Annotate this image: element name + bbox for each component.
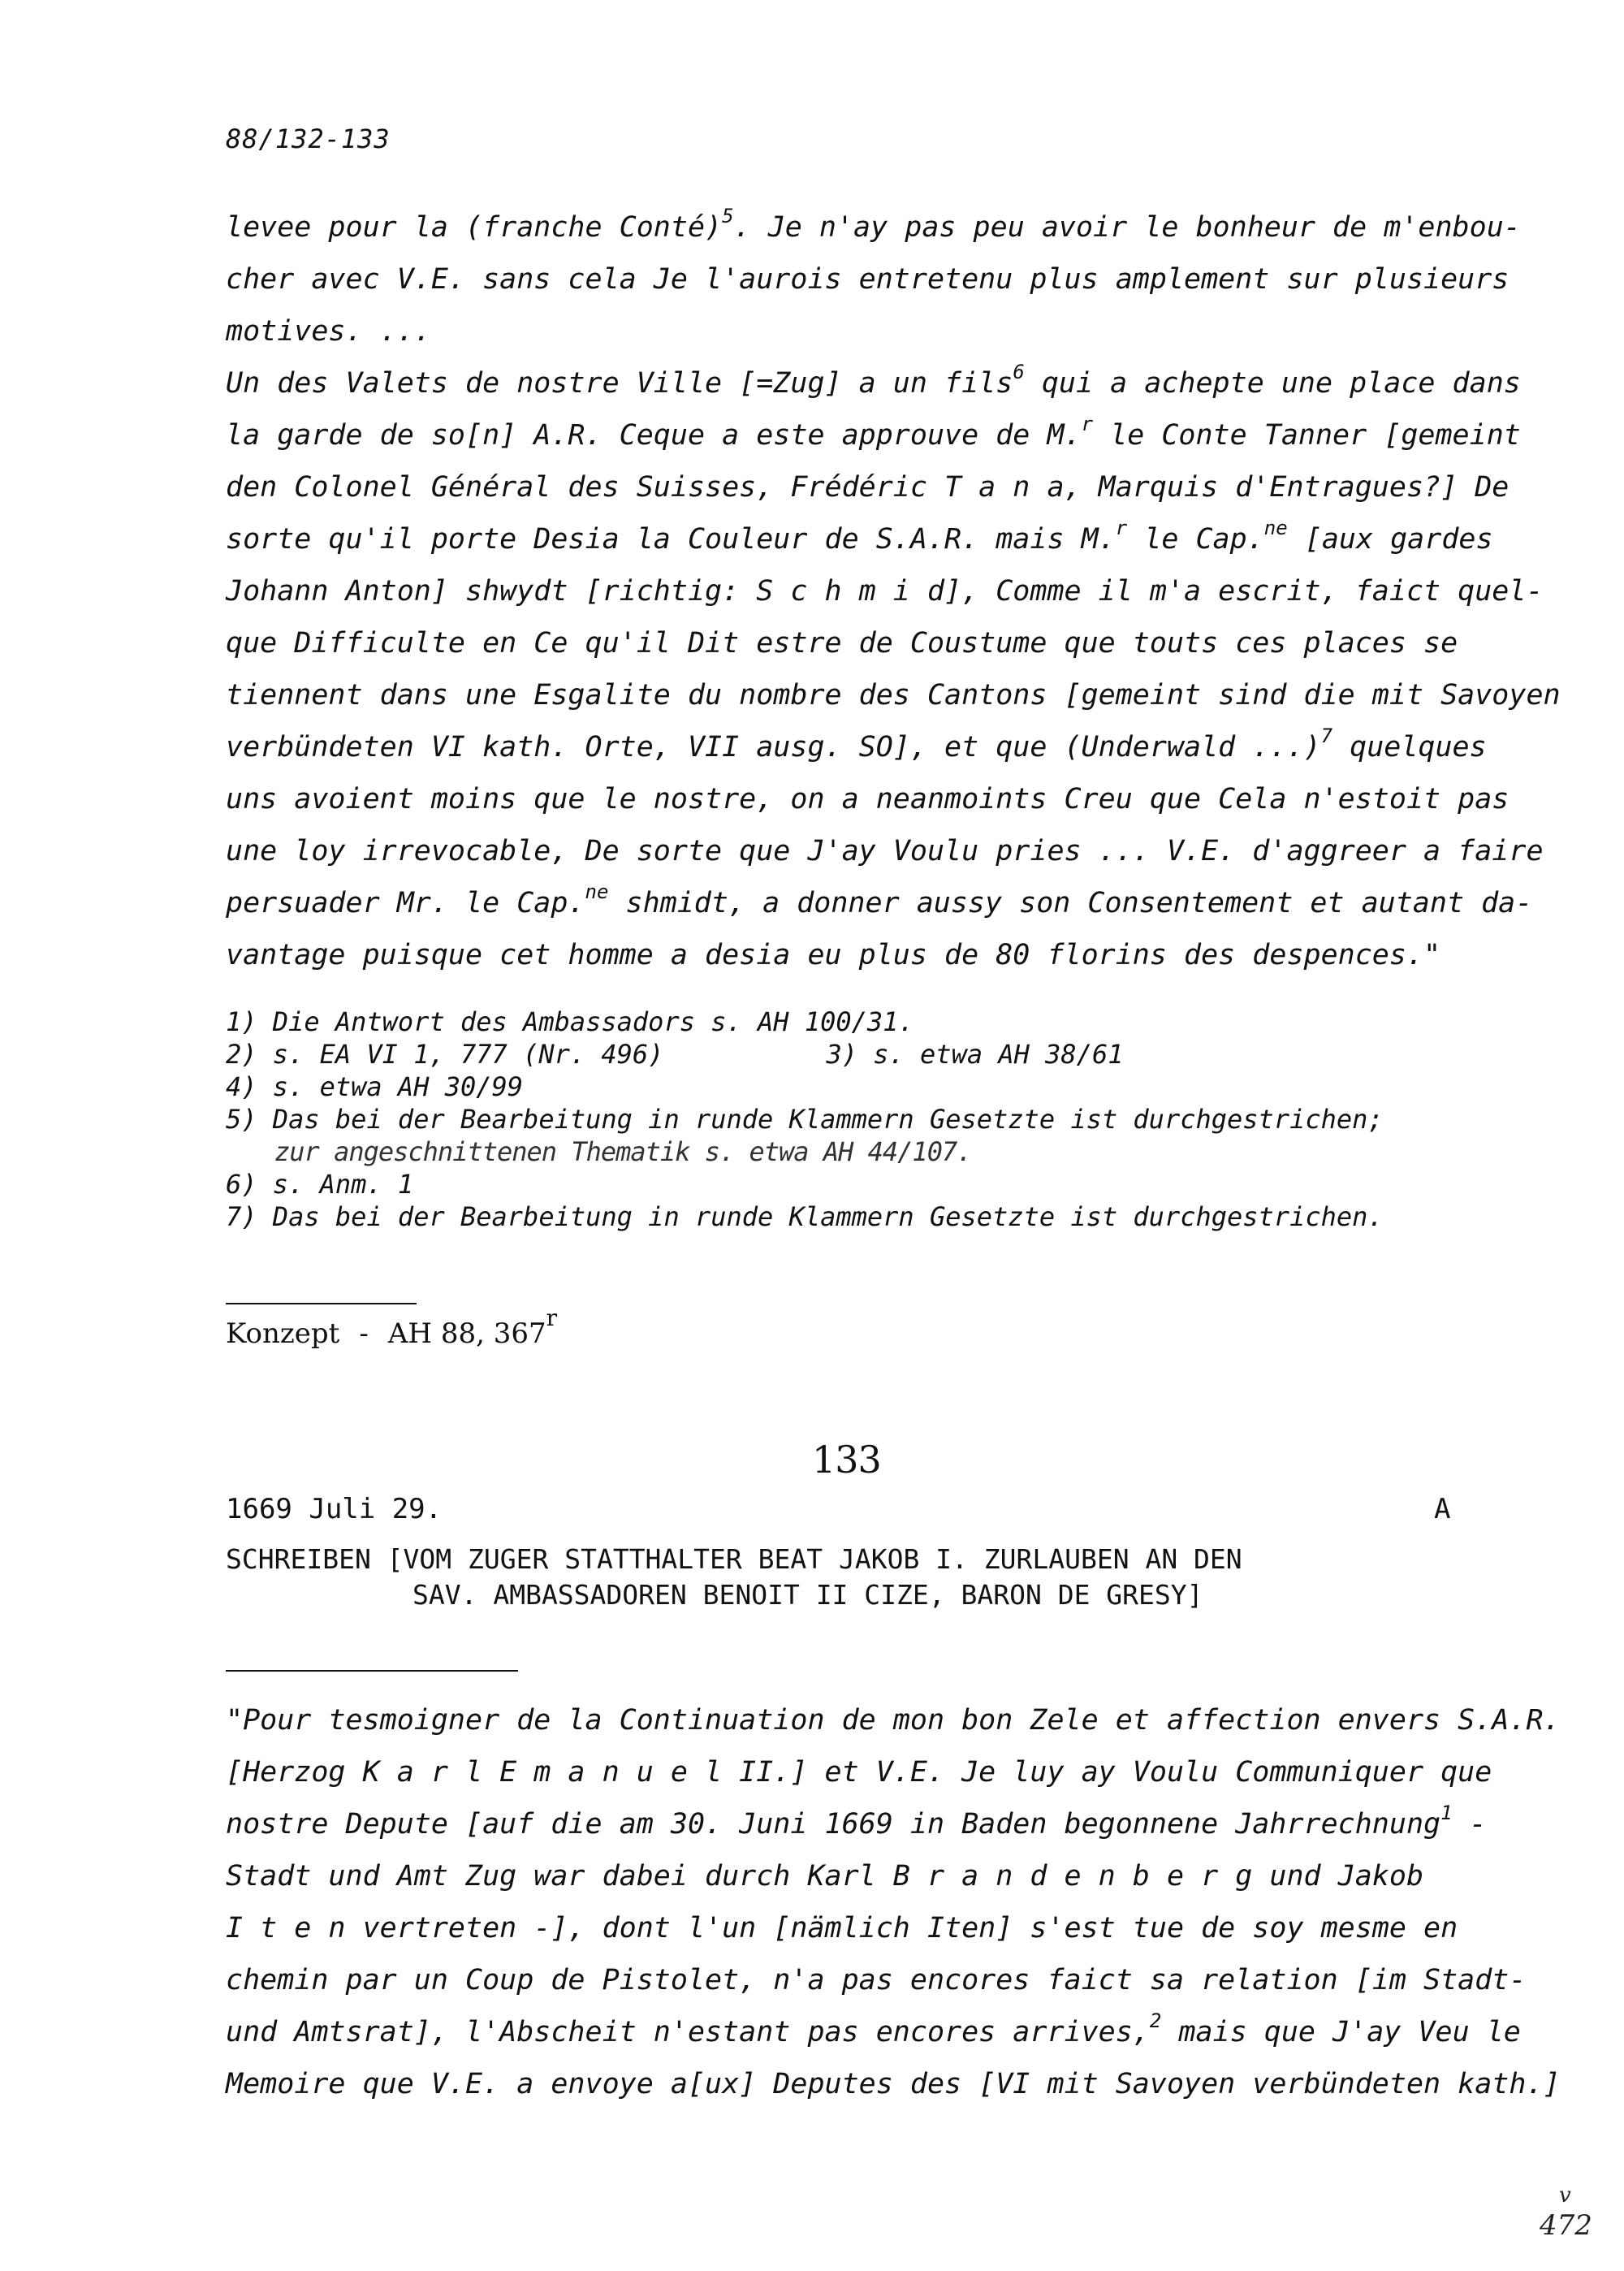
divider — [226, 1303, 417, 1304]
footnote-ref: 7 — [1320, 725, 1333, 747]
text-line: uns avoient moins que le nostre, on a neanmoints Creu que Cela n'estoit pas — [226, 783, 1510, 815]
text-line: vantage puisque cet homme a desia eu plus de 80 florins des despences." — [226, 939, 1441, 971]
text-line: den Colonel Général des Suisses, Frédéric T a n a, Marquis d'Entragues?] De — [226, 471, 1510, 504]
footnote-5: 5) Das bei der Bearbeitung in runde Klammern Gesetzte ist durchgestrichen; — [226, 1104, 1384, 1135]
footnote-6: 6) s. Anm. 1 — [226, 1169, 414, 1200]
footnote-7: 7) Das bei der Bearbeitung in runde Klammern Gesetzte ist durchgestrichen. — [226, 1201, 1384, 1232]
footnote-ref: 1 — [1440, 1802, 1453, 1824]
text-line: cher avec V.E. sans cela Je l'aurois entretenu plus amplement sur plusieurs — [226, 263, 1510, 296]
footnote-ref: 5 — [722, 205, 734, 227]
text-line: chemin par un Coup de Pistolet, n'a pas encores faict sa relation [im Stadt- — [226, 1964, 1527, 1996]
text-line: Un des Valets de nostre Ville [=Zug] a un fils$^6$ qui a achepte une place dans — [226, 361, 1521, 400]
text-line: persuader Mr. le Cap.$^{ne}$ shmidt, a donner aussy son Consentement et autant da- — [226, 880, 1533, 919]
text-line: nostre Depute [auf die am 30. Juni 1669 in Baden begonnene Jahrrechnung$^1$ - — [226, 1802, 1487, 1841]
text-line: que Difficulte en Ce qu'il Dit estre de Coustume que touts ces places se — [226, 627, 1458, 660]
document-date: 1669 Juli 29. — [226, 1493, 443, 1525]
footnote-5-continuation: zur angeschnittenen Thematik s. etwa AH 44/107. — [274, 1136, 972, 1167]
document-number: 133 — [812, 1438, 881, 1482]
superscript: ne — [1263, 517, 1288, 539]
text-line: Stadt und Amt Zug war dabei durch Karl B r a n d e n b e r g und Jakob — [226, 1860, 1424, 1892]
footnote-ref: 2 — [1149, 2009, 1162, 2032]
text-line: levee pour la (franche Conté)$^5$. Je n'ay pas peu avoir le bonheur de m'enbou- — [226, 205, 1521, 244]
letter-paragraph-2 — [226, 357, 1561, 981]
document-type-marker: A — [1434, 1493, 1451, 1525]
text-line: Johann Anton] shwydt [richtig: S c h m i d], Comme il m'a escrit, faict quel- — [226, 575, 1544, 608]
text-line: motives. ... — [226, 315, 431, 348]
text-line: I t e n vertreten -], dont l'un [nämlich Iten] s'est tue de soy mesme en — [226, 1912, 1458, 1944]
text-line: und Amtsrat], l'Abscheit n'estant pas encores arrives,$^2$ mais que J'ay Veu le — [226, 2009, 1521, 2048]
footnotes — [226, 1006, 1384, 1233]
footnote-4: 4) s. etwa AH 30/99 — [226, 1071, 524, 1102]
text-line: tiennent dans une Esgalite du nombre des Cantons [gemeint sind die mit Savoyen — [226, 679, 1561, 712]
text-line: [Herzog K a r l E m a n u e l II.] et V.E. Je luy ay Voulu Communiquer que — [226, 1756, 1492, 1789]
document-heading: SCHREIBEN [VOM ZUGER STATTHALTER BEAT JAKOB I. ZURLAUBEN AN DEN SAV. AMBASSADOREN BENOIT II CIZE, BARON DE GRESY] — [226, 1543, 1242, 1611]
footnote-1: 1) Die Antwort des Ambassadors s. AH 100/31. — [226, 1006, 914, 1037]
text-line: "Pour tesmoigner de la Continuation de mon bon Zele et affection envers S.A.R. — [226, 1704, 1561, 1737]
text-line: Memoire que V.E. a envoye a[ux] Deputes des [VI mit Savoyen verbündeten kath.] — [226, 2068, 1561, 2100]
text-line: la garde de so[n] A.R. Ceque a este approuve de M.$^r$ le Conte Tanner [gemeint — [226, 413, 1521, 452]
letter-paragraph-3 — [226, 1694, 1561, 2110]
text-line: sorte qu'il porte Desia la Couleur de S.A.R. mais M.$^r$ le Cap.$^{ne}$ [aux gardes — [226, 517, 1493, 556]
handwritten-page-number: v 472 — [1540, 2183, 1592, 2242]
text-line: une loy irrevocable, De sorte que J'ay Voulu pries ... V.E. d'aggreer a faire — [226, 835, 1544, 867]
superscript: r — [1115, 517, 1128, 539]
page-reference: 88/132-133 — [226, 123, 391, 154]
divider — [226, 1670, 518, 1672]
footnote-2-3: 2) s. EA VI 1, 777 (Nr. 496) 3) s. etwa AH 38/61 — [226, 1039, 1124, 1070]
letter-paragraph-1 — [226, 201, 1521, 357]
source-reference: Konzept - AH 88, 367$^r$ — [226, 1304, 558, 1350]
check-mark: v — [1559, 2183, 1571, 2208]
footnote-ref: 6 — [1013, 361, 1025, 383]
superscript: r — [1081, 413, 1094, 435]
superscript: ne — [585, 880, 609, 903]
text-line: verbündeten VI kath. Orte, VII ausg. SO], et que (Underwald ...)$^7$ quelques — [226, 725, 1487, 763]
